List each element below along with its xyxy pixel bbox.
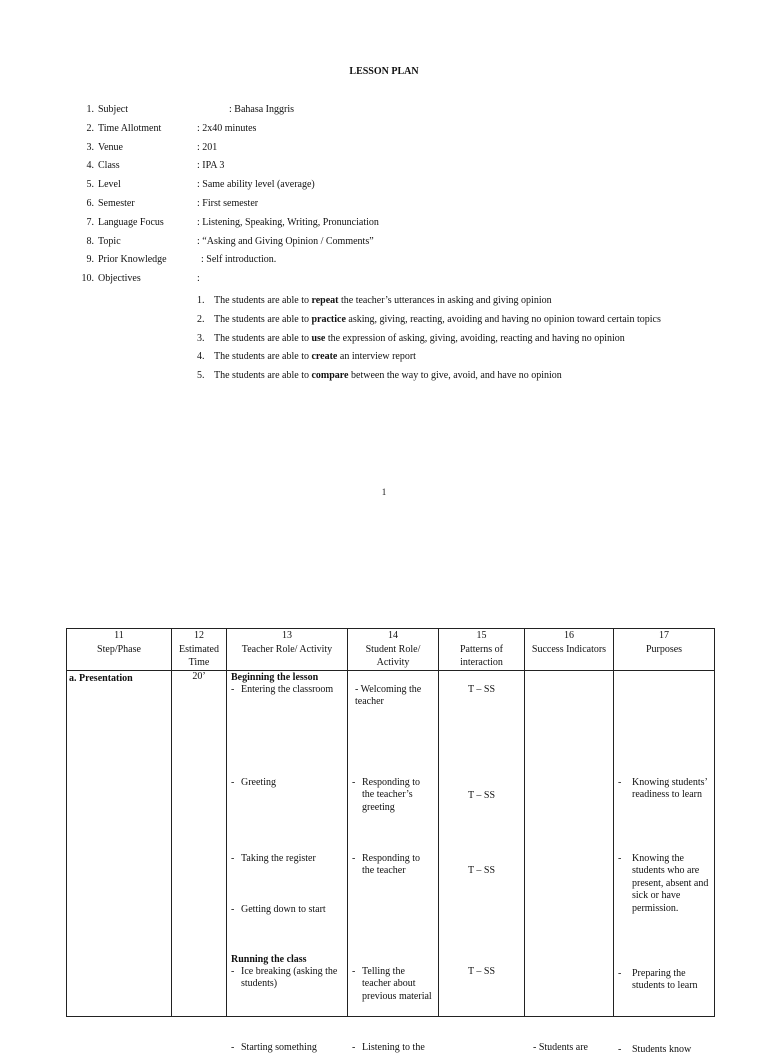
objective-number: 5.	[197, 367, 205, 386]
teacher-item: - Ice breaking (asking the students)	[231, 966, 343, 991]
info-number: 8.	[80, 235, 94, 249]
objective-keyword: repeat	[311, 295, 338, 306]
purpose-item: - Preparing the students to learn	[618, 968, 714, 993]
info-label: Venue	[98, 141, 123, 155]
student-item: - Listening to the	[352, 1042, 432, 1055]
info-row-objectives	[80, 272, 720, 291]
lesson-activity-table	[66, 628, 715, 1017]
student-item: - Responding to the teacher’s greeting	[352, 777, 432, 815]
pattern-value: T – SS	[439, 865, 524, 878]
info-row-language-focus	[80, 216, 720, 235]
info-label: Language Focus	[98, 216, 164, 230]
page-number: 1	[0, 487, 768, 497]
info-label: Level	[98, 178, 121, 192]
info-row-topic	[80, 235, 720, 254]
info-row-subject	[80, 103, 720, 122]
info-value: : 2x40 minutes	[197, 122, 256, 136]
cell-patterns	[439, 670, 525, 1016]
header-estimated-time: 12 Estimated Time	[172, 629, 227, 671]
cell-estimated-time	[172, 670, 227, 1016]
header-purposes: 17 Purposes	[614, 629, 715, 671]
purpose-item: - Knowing the students who are present, absent and sick or have permission.	[618, 853, 714, 916]
info-label: Class	[98, 159, 120, 173]
objective-item	[197, 311, 703, 330]
header-teacher-role: 13 Teacher Role/ Activity	[227, 629, 348, 671]
pattern-value: T – SS	[439, 684, 524, 697]
info-row-level	[80, 178, 720, 197]
objective-text-rest: the expression of asking, giving, avoiding, reacting and having no opinion	[325, 333, 624, 344]
objective-keyword: use	[311, 333, 325, 344]
info-value: : 201	[197, 141, 217, 155]
table-row	[67, 670, 715, 1016]
objective-text: The students are able to	[214, 314, 311, 325]
student-item: - Welcoming the teacher	[352, 684, 432, 709]
info-number: 2.	[80, 122, 94, 136]
info-number: 1.	[80, 103, 94, 117]
header-step-phase: 11 Step/Phase	[67, 629, 172, 671]
objectives-list	[197, 292, 703, 386]
info-row-time-allotment	[80, 122, 720, 141]
info-number: 7.	[80, 216, 94, 230]
teacher-item: - Getting down to start	[231, 904, 343, 917]
info-value: : First semester	[197, 197, 258, 211]
info-label: Semester	[98, 197, 135, 211]
cell-success-indicators	[525, 670, 614, 1016]
objective-number: 4.	[197, 348, 205, 367]
info-number: 5.	[80, 178, 94, 192]
objective-text-rest: the teacher’s utterances in asking and giving opinion	[339, 295, 552, 306]
student-item: - Responding to the teacher	[352, 853, 432, 878]
objective-text: The students are able to	[214, 351, 311, 362]
info-row-venue	[80, 141, 720, 160]
purpose-item: - Students know	[618, 1044, 714, 1056]
info-value: : “Asking and Giving Opinion / Comments”	[197, 235, 374, 249]
objective-keyword: create	[311, 351, 337, 362]
info-value: : Listening, Speaking, Writing, Pronunciation	[197, 216, 379, 230]
teacher-item: - Entering the classroom	[231, 684, 343, 697]
objective-item	[197, 292, 703, 311]
page-title: LESSON PLAN	[0, 66, 768, 77]
info-label: Topic	[98, 235, 121, 249]
info-row-semester	[80, 197, 720, 216]
info-label: Objectives	[98, 272, 141, 286]
step-label: a. Presentation	[69, 673, 133, 686]
section-heading: Running the class	[231, 954, 307, 967]
objective-text-rest: an interview report	[337, 351, 416, 362]
objective-text: The students are able to	[214, 295, 311, 306]
teacher-item: - Greeting	[231, 777, 343, 790]
info-label: Subject	[98, 103, 128, 117]
objective-text-rest: asking, giving, reacting, avoiding and having no opinion toward certain topics	[346, 314, 661, 325]
info-value: :	[197, 272, 200, 286]
purpose-item: - Knowing students’ readiness to learn	[618, 777, 714, 802]
info-number: 9.	[80, 253, 94, 267]
objective-number: 3.	[197, 330, 205, 349]
objective-text: The students are able to	[214, 370, 311, 381]
objective-keyword: compare	[311, 370, 348, 381]
objective-item	[197, 367, 703, 386]
success-item: - Students are	[533, 1042, 613, 1055]
objective-number: 1.	[197, 292, 205, 311]
teacher-item: - Starting something	[231, 1042, 343, 1055]
info-number: 4.	[80, 159, 94, 173]
info-value: : IPA 3	[197, 159, 224, 173]
section-heading: Beginning the lesson	[231, 672, 318, 685]
teacher-item: - Taking the register	[231, 853, 343, 866]
cell-step-phase	[67, 670, 172, 1016]
info-label: Prior Knowledge	[98, 253, 167, 267]
info-value: : Self introduction.	[201, 253, 276, 267]
time-value: 20’	[172, 671, 226, 684]
header-success-indicators: 16 Success Indicators	[525, 629, 614, 671]
pattern-value: T – SS	[439, 790, 524, 803]
objective-keyword: practice	[311, 314, 345, 325]
info-value: : Bahasa Inggris	[229, 103, 294, 117]
objective-text-rest: between the way to give, avoid, and have no opinion	[349, 370, 562, 381]
objective-number: 2.	[197, 311, 205, 330]
info-number: 6.	[80, 197, 94, 211]
info-number: 3.	[80, 141, 94, 155]
student-item: - Telling the teacher about previous material	[352, 966, 432, 1004]
cell-purposes	[614, 670, 715, 1016]
objective-item	[197, 348, 703, 367]
table-header-row	[67, 629, 715, 671]
cell-student-activity	[348, 670, 439, 1016]
info-value: : Same ability level (average)	[197, 178, 315, 192]
info-row-class	[80, 159, 720, 178]
objective-item	[197, 330, 703, 349]
lesson-info-list	[80, 103, 720, 291]
info-number: 10.	[80, 272, 94, 286]
header-patterns: 15 Patterns of interaction	[439, 629, 525, 671]
header-student-role: 14 Student Role/ Activity	[348, 629, 439, 671]
info-row-prior-knowledge	[80, 253, 720, 272]
pattern-value: T – SS	[439, 966, 524, 979]
cell-teacher-activity	[227, 670, 348, 1016]
info-label: Time Allotment	[98, 122, 161, 136]
objective-text: The students are able to	[214, 333, 311, 344]
